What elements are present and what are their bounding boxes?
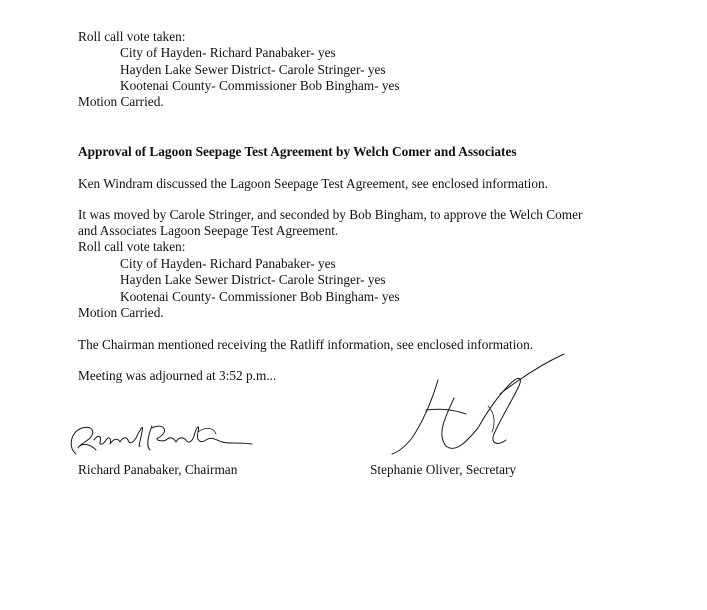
ratliff-note: The Chairman mentioned receiving the Ratliff information, see enclosed information. <box>78 337 534 352</box>
vote-hayden: City of Hayden- Richard Panabaker- yes <box>120 256 336 271</box>
vote-kootenai: Kootenai County- Commissioner Bob Bingham- yes <box>120 78 400 93</box>
motion-text-line1: It was moved by Carole Stringer, and seconded by Bob Bingham, to approve the Welch Comer <box>78 207 583 222</box>
motion-text-line2: and Associates Lagoon Seepage Test Agreement. <box>78 223 339 238</box>
discussion-text: Ken Windram discussed the Lagoon Seepage Test Agreement, see enclosed information. <box>78 176 548 191</box>
secretary-signature <box>388 350 568 462</box>
vote-sewer-district: Hayden Lake Sewer District- Carole Stringer- yes <box>120 62 386 77</box>
chairman-signature <box>66 418 256 462</box>
motion-result: Motion Carried. <box>78 305 164 320</box>
roll-call-label: Roll call vote taken: <box>78 29 186 44</box>
motion-result: Motion Carried. <box>78 94 164 109</box>
vote-sewer-district: Hayden Lake Sewer District- Carole Stringer- yes <box>120 272 386 287</box>
adjournment-text: Meeting was adjourned at 3:52 p.m... <box>78 368 277 383</box>
vote-hayden: City of Hayden- Richard Panabaker- yes <box>120 45 336 60</box>
chairman-name: Richard Panabaker, Chairman <box>78 462 238 477</box>
section-heading: Approval of Lagoon Seepage Test Agreement by Welch Comer and Associates <box>78 144 517 159</box>
roll-call-label: Roll call vote taken: <box>78 239 186 254</box>
vote-kootenai: Kootenai County- Commissioner Bob Bingham- yes <box>120 289 400 304</box>
secretary-name: Stephanie Oliver, Secretary <box>370 462 517 477</box>
